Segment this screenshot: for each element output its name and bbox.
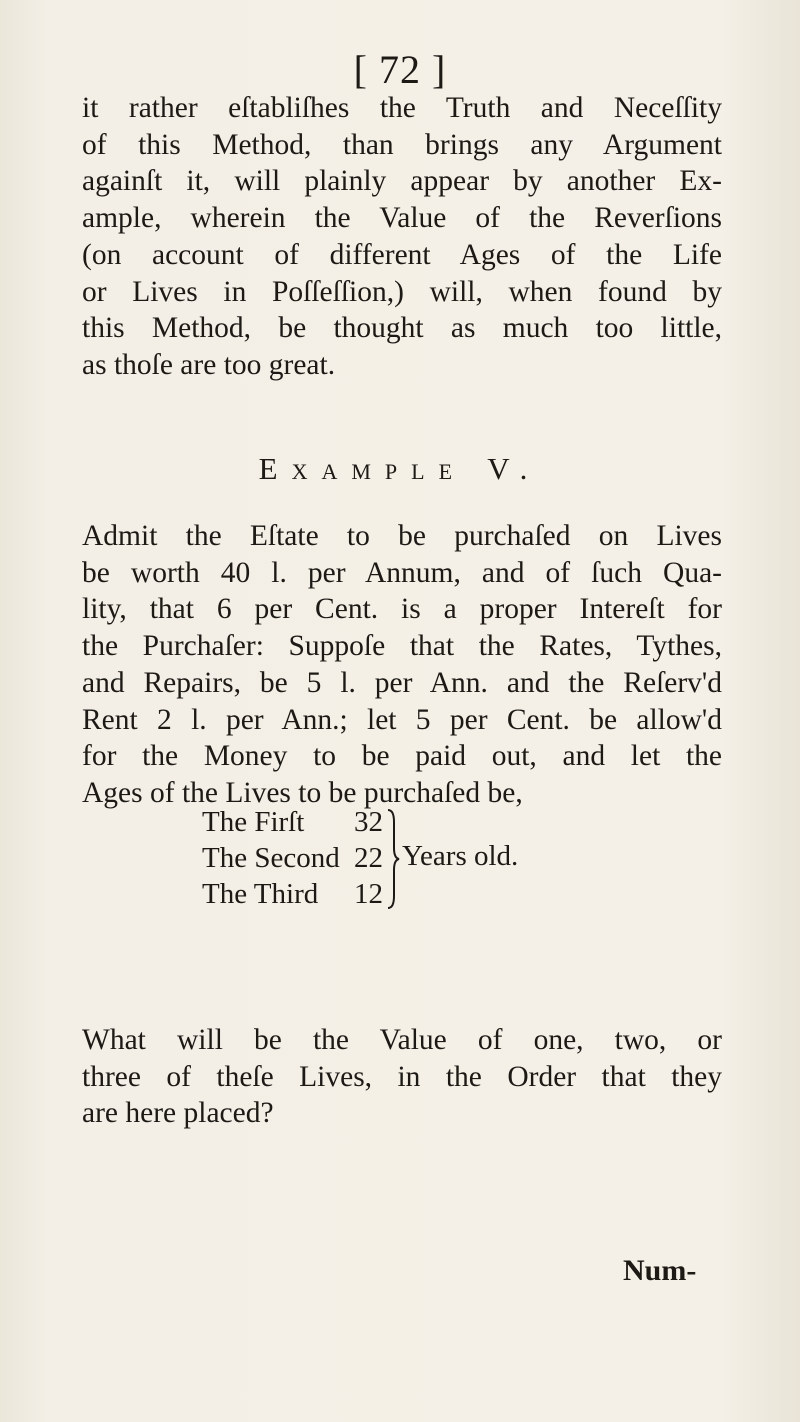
text-line: againſt it, will plainly appear by another Ex- [82, 165, 722, 198]
example-heading: Example V. [258, 451, 542, 486]
age-row [202, 840, 392, 876]
text-line: ample, wherein the Value of the Reverſions [82, 202, 722, 235]
curly-brace-icon [386, 808, 400, 910]
text-line: be worth 40 l. per Annum, and of ſuch Qua- [82, 556, 722, 589]
text-line: What will be the Value of one, two, or [82, 1024, 722, 1056]
paragraph-2 [82, 518, 722, 812]
text-line: or Lives in Poſſeſſion,) will, when found by [82, 275, 722, 308]
text-line: of this Method, than brings any Argument [82, 128, 722, 161]
text-line: Admit the Eſtate to be purchaſed on Lives [82, 520, 722, 552]
age-value: 22 [354, 842, 383, 874]
text-line: for the Money to be paid out, and let the [82, 740, 722, 773]
text-line: three of theſe Lives, in the Order that they [82, 1060, 722, 1093]
age-row [202, 876, 392, 912]
text-line: and Repairs, be 5 l. per Ann. and the Reſerv'd [82, 666, 722, 699]
age-row [202, 804, 392, 840]
age-label: The Third [202, 878, 319, 910]
text-line: it rather eſtabliſhes the Truth and Neceſſity [82, 92, 722, 124]
text-line: Ages of the Lives to be purchaſed be, [82, 776, 523, 809]
text-line: lity, that 6 per Cent. is a proper Intereſt for [82, 593, 722, 626]
ages-list [202, 804, 392, 912]
age-value: 32 [354, 806, 383, 838]
ages-suffix: Years old. [402, 840, 519, 872]
text-line: this Method, be thought as much too little, [82, 312, 722, 345]
catchword: Num- [623, 1254, 697, 1287]
paragraph-3 [82, 1022, 722, 1132]
text-line: Rent 2 l. per Ann.; let 5 per Cent. be allow'd [82, 703, 722, 736]
text-line: (on account of different Ages of the Life [82, 238, 722, 271]
paragraph-1 [82, 90, 722, 384]
age-value: 12 [354, 878, 383, 910]
text-line: as thoſe are too great. [82, 348, 336, 381]
text-line: the Purchaſer: Suppoſe that the Rates, Tythes, [82, 630, 722, 663]
age-label: The Second [202, 842, 340, 874]
age-label: The Firſt [202, 806, 305, 838]
page-number-header: [ 72 ] [353, 47, 447, 92]
text-line: are here placed? [82, 1097, 274, 1130]
